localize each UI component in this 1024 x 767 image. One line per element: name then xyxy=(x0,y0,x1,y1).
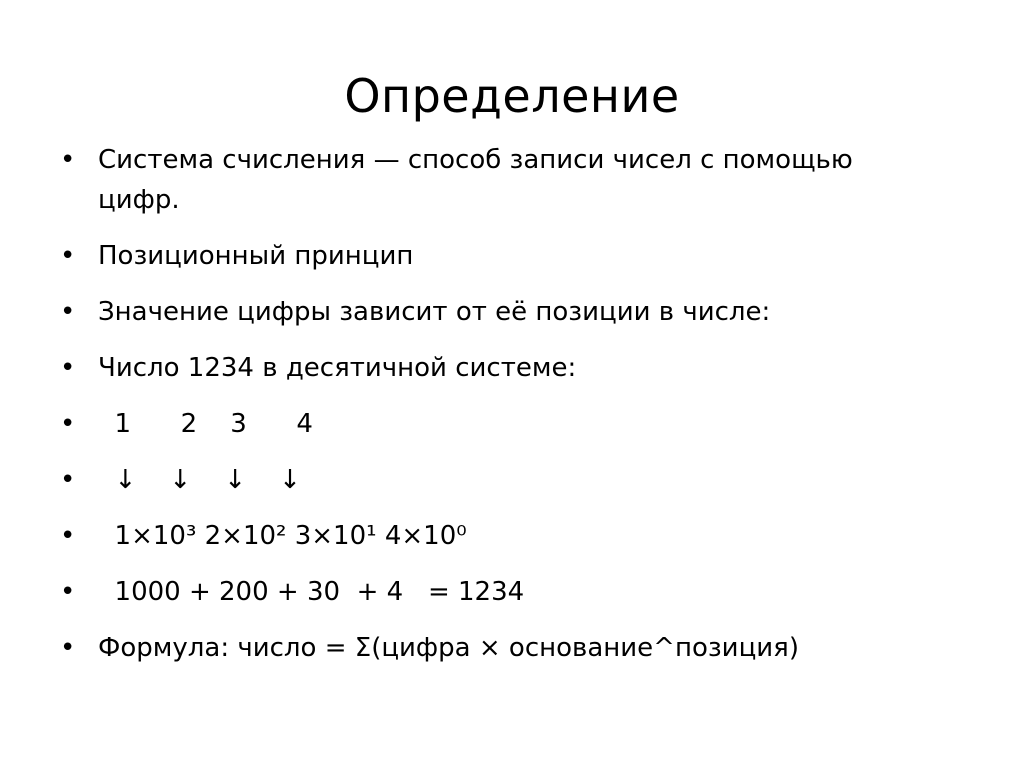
bullet-item xyxy=(60,572,960,612)
bullet-text: ↓ ↓ ↓ ↓ xyxy=(98,465,301,495)
bullet-item xyxy=(60,236,960,276)
bullet-icon: • xyxy=(60,521,76,551)
bullet-text: 1000 + 200 + 30 + 4 = 1234 xyxy=(98,577,525,607)
bullet-text: 1 2 3 4 xyxy=(98,409,313,439)
bullet-icon: • xyxy=(60,241,76,271)
bullet-item xyxy=(60,404,960,444)
bullet-icon: • xyxy=(60,577,76,607)
bullet-icon: • xyxy=(60,409,76,439)
bullet-icon: • xyxy=(60,353,76,383)
bullet-item xyxy=(60,140,960,220)
bullet-icon: • xyxy=(60,465,76,495)
bullet-item xyxy=(60,460,960,500)
bullet-item xyxy=(60,292,960,332)
bullet-text: Позиционный принцип xyxy=(98,241,414,271)
bullet-text: Формула: число = Σ(цифра × основание^позиция) xyxy=(98,633,799,663)
bullet-icon: • xyxy=(60,633,76,663)
slide-title: Определение xyxy=(344,69,680,123)
bullet-item xyxy=(60,516,960,556)
bullet-item xyxy=(60,348,960,388)
bullet-text: Значение цифры зависит от её позиции в числе: xyxy=(98,297,771,327)
bullet-list xyxy=(60,140,960,684)
bullet-text: Система счисления — способ записи чисел с помощью цифр. xyxy=(98,145,853,215)
bullet-text: Число 1234 в десятичной системе: xyxy=(98,353,577,383)
bullet-icon: • xyxy=(60,297,76,327)
bullet-item xyxy=(60,628,960,668)
bullet-icon: • xyxy=(60,145,76,175)
bullet-text: 1×10³ 2×10² 3×10¹ 4×10⁰ xyxy=(98,521,467,551)
